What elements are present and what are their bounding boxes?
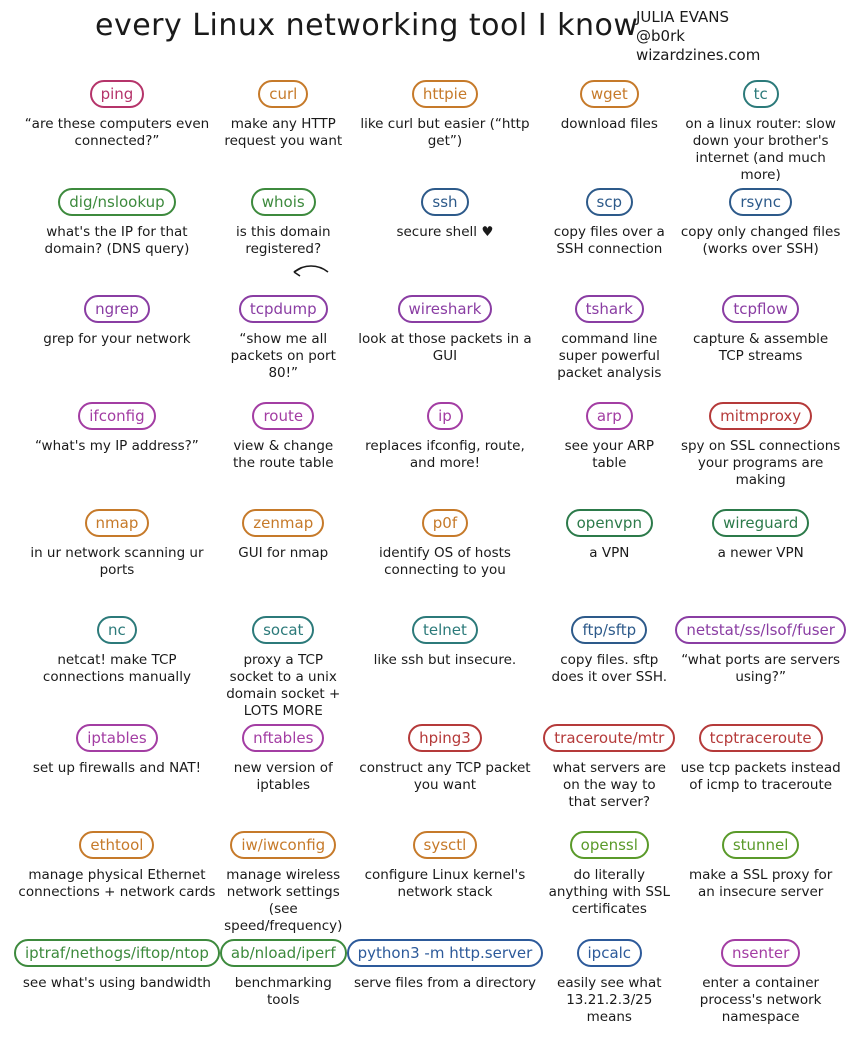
- tool-description: do literally anything with SSL certificates: [548, 867, 671, 917]
- tool-description: benchmarking tools: [234, 975, 332, 1008]
- tool-description: spy on SSL connections your programs are making: [680, 438, 841, 488]
- tool-name: whois: [251, 188, 316, 216]
- tool-description: what's the IP for that domain? (DNS query): [44, 224, 190, 257]
- tool-cell: [220, 720, 347, 827]
- tool-cell: [543, 291, 675, 398]
- tool-name: tc: [743, 80, 779, 108]
- tool-cell: [675, 720, 846, 827]
- tool-description: enter a container process's network namespace: [699, 975, 822, 1025]
- tool-name: python3 -m http.server: [347, 939, 544, 967]
- tool-description: replaces ifconfig, route, and more!: [365, 438, 525, 471]
- tool-name: nftables: [242, 724, 324, 752]
- tool-cell: [675, 76, 846, 184]
- tool-cell: [14, 291, 220, 398]
- tool-description: on a linux router: slow down your brother's internet (and much more): [685, 116, 836, 183]
- tool-name: nc: [97, 616, 137, 644]
- tool-description: grep for your network: [43, 331, 191, 347]
- tool-name: ping: [90, 80, 145, 108]
- tool-cell: [675, 184, 846, 291]
- tool-cell: [14, 505, 220, 612]
- tool-description: capture & assemble TCP streams: [693, 331, 829, 364]
- tool-name: p0f: [422, 509, 468, 537]
- tool-cell: [14, 398, 220, 505]
- tool-name: iptraf/nethogs/iftop/ntop: [14, 939, 220, 967]
- credits: [636, 8, 760, 65]
- tool-description: “what's my IP address?”: [35, 438, 199, 454]
- tool-description: set up firewalls and NAT!: [32, 760, 202, 776]
- tool-cell: [14, 184, 220, 291]
- tool-description: what servers are on the way to that server?: [552, 760, 666, 810]
- tool-description: serve files from a directory: [353, 975, 536, 991]
- tool-name: ftp/sftp: [571, 616, 647, 644]
- tool-cell: [543, 76, 675, 184]
- tools-grid: [14, 76, 841, 1042]
- tool-name: nsenter: [721, 939, 800, 967]
- tool-name: tcptraceroute: [699, 724, 823, 752]
- tool-name: zenmap: [242, 509, 324, 537]
- tool-name: ngrep: [84, 295, 150, 323]
- tool-description: see your ARP table: [564, 438, 654, 471]
- tool-description: manage wireless network settings (see speed/frequency): [224, 867, 343, 934]
- tool-cell: [14, 827, 220, 935]
- tool-cell: [543, 398, 675, 505]
- tool-name: arp: [586, 402, 633, 430]
- tool-description: like curl but easier (“http get”): [360, 116, 530, 149]
- tool-description: new version of iptables: [233, 760, 333, 793]
- tool-name: httpie: [412, 80, 478, 108]
- tool-cell: [220, 827, 347, 935]
- tool-name: traceroute/mtr: [543, 724, 675, 752]
- tool-cell: [543, 827, 675, 935]
- tool-description: proxy a TCP socket to a unix domain socket + LOTS MORE: [226, 652, 341, 719]
- tool-description: see what's using bandwidth: [22, 975, 211, 991]
- tool-cell: [675, 827, 846, 935]
- tool-description: view & change the route table: [232, 438, 334, 471]
- tool-cell: [543, 720, 675, 827]
- tool-cell: [220, 505, 347, 612]
- tool-name: hping3: [408, 724, 482, 752]
- tool-name: ab/nload/iperf: [220, 939, 347, 967]
- tool-name: curl: [258, 80, 308, 108]
- tool-description: make a SSL proxy for an insecure server: [688, 867, 833, 900]
- tool-name: stunnel: [722, 831, 800, 859]
- tool-cell: [347, 935, 544, 1042]
- tool-description: is this domain registered?: [235, 224, 331, 257]
- tool-cell: [347, 184, 544, 291]
- tool-cell: [220, 612, 347, 720]
- tool-cell: [675, 505, 846, 612]
- tool-name: ethtool: [79, 831, 154, 859]
- tool-description: command line super powerful packet analysis: [557, 331, 662, 381]
- tool-description: use tcp packets instead of icmp to traceroute: [680, 760, 841, 793]
- tool-cell: [675, 935, 846, 1042]
- tool-name: socat: [252, 616, 314, 644]
- tool-description: identify OS of hosts connecting to you: [378, 545, 511, 578]
- tool-cell: [220, 935, 347, 1042]
- tool-name: iw/iwconfig: [230, 831, 336, 859]
- tool-description: copy files. sftp does it over SSH.: [551, 652, 668, 685]
- tool-name: telnet: [412, 616, 478, 644]
- tool-cell: [347, 76, 544, 184]
- author-handle: @b0rk: [636, 27, 685, 45]
- page-title: every Linux networking tool I know: [95, 8, 639, 43]
- tool-description: copy only changed files (works over SSH): [680, 224, 841, 257]
- tool-cell: [14, 612, 220, 720]
- tool-name: nmap: [85, 509, 150, 537]
- tool-description: a newer VPN: [717, 545, 804, 561]
- tool-name: ipcalc: [577, 939, 643, 967]
- tool-description: secure shell ♥: [396, 224, 494, 240]
- tool-cell: [347, 505, 544, 612]
- tool-cell: [14, 935, 220, 1042]
- tool-name: wireshark: [398, 295, 493, 323]
- tool-name: openvpn: [566, 509, 653, 537]
- tool-cell: [543, 505, 675, 612]
- tool-cell: [347, 720, 544, 827]
- tool-cell: [14, 76, 220, 184]
- tool-description: GUI for nmap: [238, 545, 329, 561]
- tool-cell: [543, 612, 675, 720]
- author-name: JULIA EVANS: [636, 8, 729, 26]
- tool-description: “show me all packets on port 80!”: [230, 331, 336, 381]
- tool-cell: [347, 291, 544, 398]
- tool-description: easily see what 13.21.2.3/25 means: [557, 975, 662, 1025]
- tool-cell: [220, 398, 347, 505]
- tool-name: scp: [586, 188, 634, 216]
- tool-description: in ur network scanning ur ports: [30, 545, 204, 578]
- arrow-icon: [290, 262, 330, 282]
- tool-description: netcat! make TCP connections manually: [42, 652, 191, 685]
- tool-name: ifconfig: [78, 402, 155, 430]
- tool-cell: [675, 612, 846, 720]
- tool-cell: [675, 398, 846, 505]
- tool-cell: [14, 720, 220, 827]
- tool-name: wget: [580, 80, 639, 108]
- tool-description: look at those packets in a GUI: [358, 331, 532, 364]
- author-website: wizardzines.com: [636, 46, 761, 64]
- tool-name: mitmproxy: [709, 402, 812, 430]
- tool-name: tcpdump: [239, 295, 328, 323]
- tool-name: dig/nslookup: [58, 188, 175, 216]
- tool-cell: [543, 184, 675, 291]
- tool-cell: [347, 612, 544, 720]
- tool-name: openssl: [570, 831, 649, 859]
- tool-description: a VPN: [589, 545, 630, 561]
- tool-name: ip: [427, 402, 463, 430]
- tool-name: sysctl: [413, 831, 478, 859]
- tool-name: tcpflow: [722, 295, 799, 323]
- tool-name: route: [252, 402, 314, 430]
- tool-cell: [543, 935, 675, 1042]
- tool-description: configure Linux kernel's network stack: [364, 867, 526, 900]
- tool-description: construct any TCP packet you want: [359, 760, 531, 793]
- tool-name: netstat/ss/lsof/fuser: [675, 616, 846, 644]
- tool-cell: [675, 291, 846, 398]
- tool-description: copy files over a SSH connection: [553, 224, 665, 257]
- tool-name: wireguard: [712, 509, 809, 537]
- tool-description: download files: [560, 116, 658, 132]
- tool-cell: [220, 76, 347, 184]
- tool-cell: [220, 291, 347, 398]
- tool-description: like ssh but insecure.: [373, 652, 517, 668]
- tool-cell: [347, 398, 544, 505]
- tool-name: rsync: [729, 188, 792, 216]
- tool-name: iptables: [76, 724, 158, 752]
- tool-description: manage physical Ethernet connections + network cards: [18, 867, 216, 900]
- tool-description: “are these computers even connected?”: [24, 116, 210, 149]
- tool-description: make any HTTP request you want: [224, 116, 343, 149]
- tool-cell: [347, 827, 544, 935]
- tool-description: “what ports are servers using?”: [681, 652, 841, 685]
- tool-name: tshark: [575, 295, 644, 323]
- tool-name: ssh: [421, 188, 468, 216]
